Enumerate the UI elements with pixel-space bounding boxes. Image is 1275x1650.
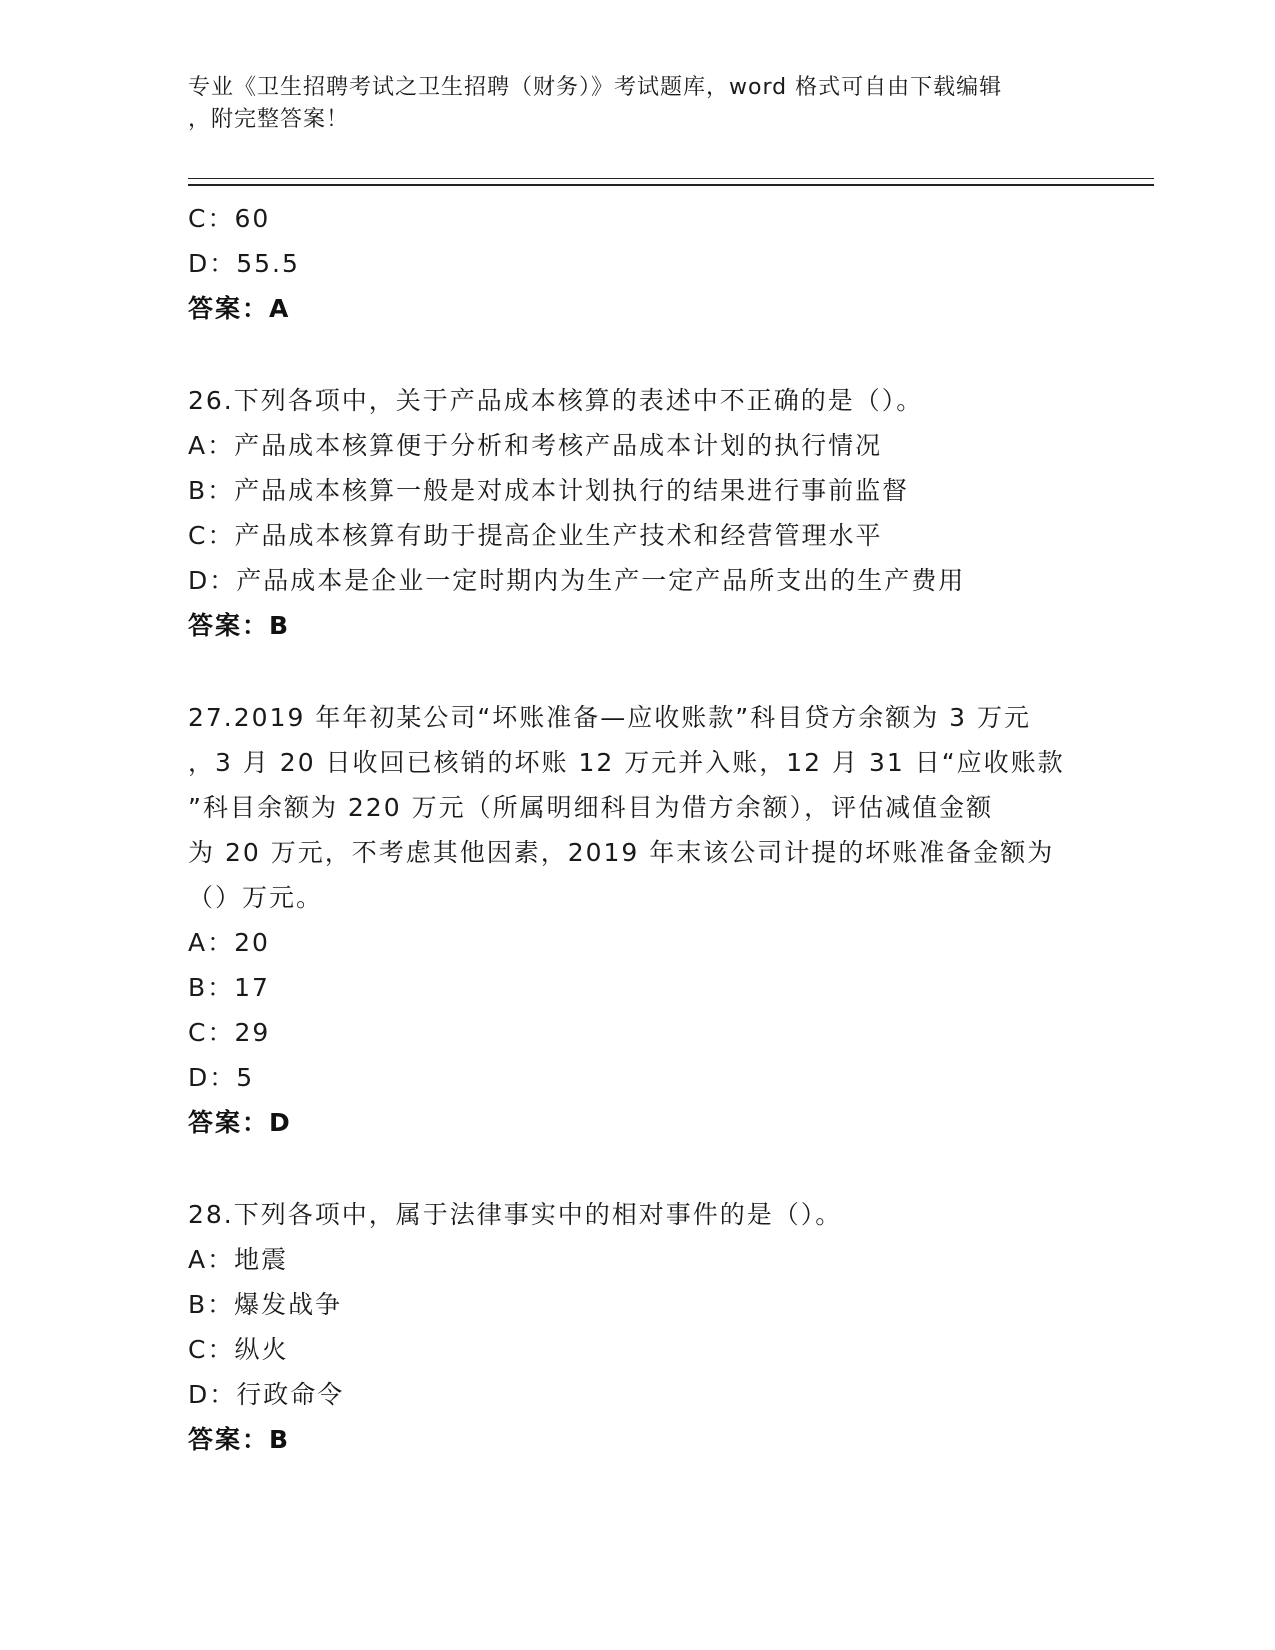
header-title-line-1: 专业《卫生招聘考试之卫生招聘（财务）》考试题库，word 格式可自由下载编辑 <box>188 75 1003 100</box>
question-text-line-2: ，3 月 20 日收回已核销的坏账 12 万元并入账，12 月 31 日“应收账款 <box>188 748 1065 777</box>
option-d: D：行政命令 <box>188 1380 345 1409</box>
header-divider <box>188 178 1154 186</box>
answer-line: 答案：A <box>188 294 291 323</box>
spacer <box>188 331 1088 378</box>
option-a: A：20 <box>188 928 270 957</box>
option-c: C：纵火 <box>188 1335 289 1364</box>
option-d: D：55.5 <box>188 249 300 278</box>
option-d: D：5 <box>188 1063 255 1092</box>
option-c: C：产品成本核算有助于提高企业生产技术和经营管理水平 <box>188 521 883 550</box>
option-c: C：60 <box>188 204 271 233</box>
option-a: A：产品成本核算便于分析和考核产品成本计划的执行情况 <box>188 431 883 460</box>
question-text-line-5: （）万元。 <box>188 883 324 912</box>
question-text-line-3: ”科目余额为 220 万元（所属明细科目为借方余额），评估减值金额 <box>188 793 994 822</box>
spacer <box>188 648 1088 695</box>
option-d: D：产品成本是企业一定时期内为生产一定产品所支出的生产费用 <box>188 566 966 595</box>
question-block-26 <box>188 378 1088 648</box>
spacer <box>188 1145 1088 1192</box>
header-title-line-2: ，附完整答案！ <box>188 107 350 132</box>
question-block-27 <box>188 695 1088 1145</box>
document-header <box>188 72 1088 136</box>
question-block-28 <box>188 1192 1088 1462</box>
answer-line: 答案：D <box>188 1108 292 1137</box>
option-c: C：29 <box>188 1018 271 1047</box>
question-text-line-1: 27.2019 年年初某公司“坏账准备—应收账款”科目贷方余额为 3 万元 <box>188 703 1032 732</box>
option-b: B：产品成本核算一般是对成本计划执行的结果进行事前监督 <box>188 476 910 505</box>
question-text: 28.下列各项中，属于法律事实中的相对事件的是（）。 <box>188 1200 843 1229</box>
option-b: B：爆发战争 <box>188 1290 343 1319</box>
answer-line: 答案：B <box>188 611 291 640</box>
question-text-line-4: 为 20 万元，不考虑其他因素，2019 年末该公司计提的坏账准备金额为 <box>188 838 1055 867</box>
option-b: B：17 <box>188 973 270 1002</box>
option-a: A：地震 <box>188 1245 289 1274</box>
answer-line: 答案：B <box>188 1425 291 1454</box>
question-block-prev <box>188 196 1088 331</box>
question-text: 26.下列各项中，关于产品成本核算的表述中不正确的是（）。 <box>188 386 924 415</box>
question-list <box>188 196 1088 1462</box>
